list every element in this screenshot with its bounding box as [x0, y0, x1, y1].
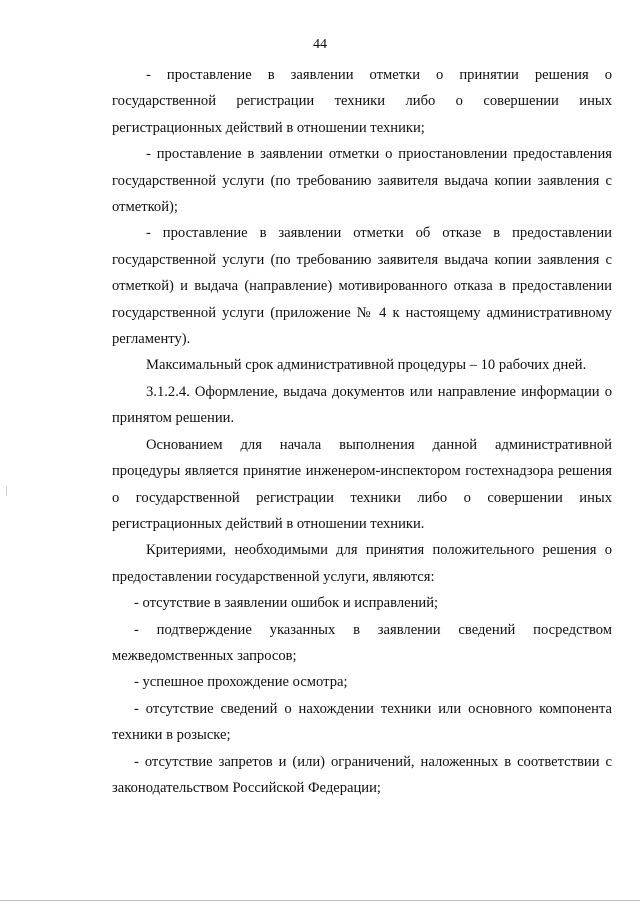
criteria-item-confirmation: - подтверждение указанных в заявлении сведений посредством межведомственных запросов;	[112, 621, 612, 664]
criteria-item-inspection: - успешное прохождение осмотра;	[134, 674, 348, 691]
scan-bottom-edge	[0, 900, 640, 901]
paragraph-registration-mark: - проставление в заявлении отметки о принятии решения о государственной регистрации техники либо о совершении иных регистрационных действий в отношении техники;	[112, 67, 612, 136]
criteria-item-not-wanted: - отсутствие сведений о нахождении техники или основного компонента техники в розыске;	[112, 700, 612, 744]
paragraph-max-duration: Максимальный срок административной процедуры – 10 рабочих дней.	[146, 357, 587, 374]
document-body	[112, 62, 612, 801]
paragraph-refusal-mark: - проставление в заявлении отметки об отказе в предоставлении государственной услуги (по требованию заявителя выдача копии заявления с отметкой) и выдача (направление) мотивированного отказа в предоставлении государственной услуги (приложение № 4 к настоящему административному регламенту).	[112, 225, 612, 348]
page-number: 44	[313, 37, 327, 52]
scan-mark	[6, 486, 7, 496]
criteria-item-no-restrictions: - отсутствие запретов и (или) ограничений, наложенных в соответствии с законодательством Российской Федерации;	[112, 753, 612, 796]
paragraph-suspension-mark: - проставление в заявлении отметки о приостановлении предоставления государственной услуги (по требованию заявителя выдача копии заявления с отметкой);	[112, 146, 612, 216]
paragraph-basis: Основанием для начала выполнения данной административной процедуры является принятие инженером-инспектором гостехнадзора решения о государственной регистрации техники либо о совершении иных регистрационных действий в отношении техники.	[112, 436, 612, 532]
paragraph-criteria-intro: Критериями, необходимыми для принятия положительного решения о предоставлении государственной услуги, являются:	[112, 542, 612, 585]
paragraph-section-3-1-2-4: 3.1.2.4. Оформление, выдача документов или направление информации о принятом решении.	[112, 383, 612, 427]
criteria-item-no-errors: - отсутствие в заявлении ошибок и исправлений;	[134, 595, 439, 612]
